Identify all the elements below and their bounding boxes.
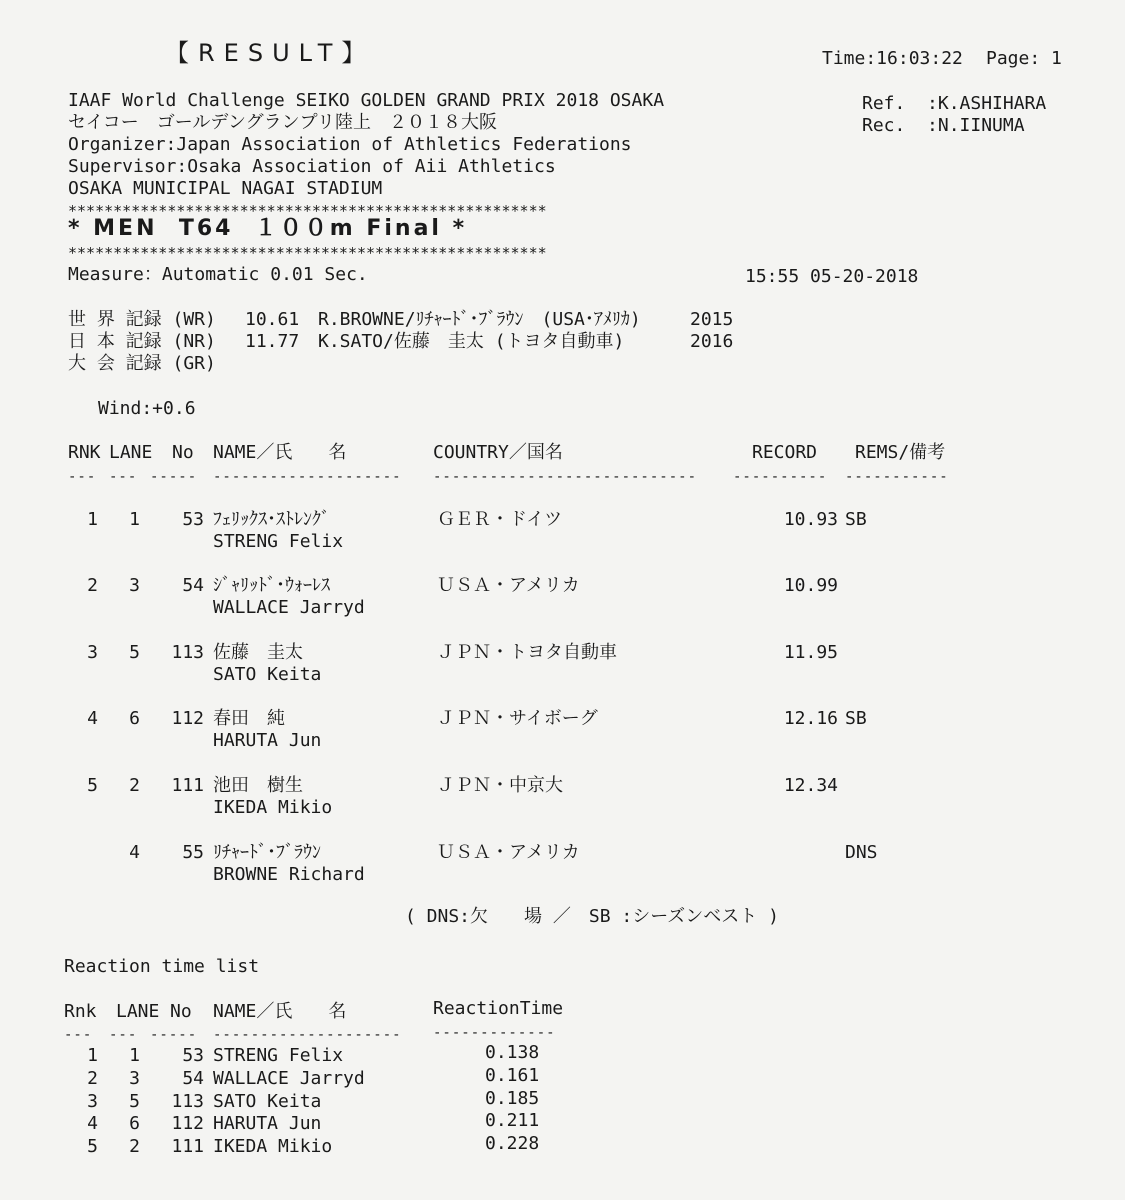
record-mark: 11.77 [245, 331, 300, 352]
record-year: 2015 [690, 309, 734, 330]
bib-number: 113 [171, 1091, 204, 1112]
divider: --- [64, 1027, 93, 1043]
rank: 2 [87, 1068, 98, 1089]
record-label: 世 界 記録 (WR) [68, 309, 216, 330]
meet-name-jp: セイコー ゴールデングランプリ陸上 ２０１８大阪 [68, 112, 497, 133]
star-divider-top: ***************************************************** [68, 202, 547, 220]
athlete-name-jp: 佐藤 圭太 [213, 642, 303, 663]
athlete-name-en: WALLACE Jarryd [213, 597, 365, 618]
record-year: 2016 [690, 331, 734, 352]
lane: 2 [129, 775, 140, 796]
rank: 1 [87, 509, 98, 530]
lane: 2 [129, 1136, 140, 1157]
record-holder: K.SATO/佐藤 圭太 (トヨタ自動車) [318, 331, 625, 352]
bib-number: 55 [182, 842, 204, 863]
event-datetime: 15:55 05-20-2018 [745, 266, 919, 287]
reaction-time: 0.228 [485, 1133, 540, 1154]
col-header-rnk: Rnk [64, 1001, 97, 1022]
athlete-name-en: HARUTA Jun [213, 730, 322, 751]
rank: 5 [87, 1136, 98, 1157]
divider: --- [68, 469, 97, 485]
athlete-name-en: SATO Keita [213, 664, 322, 685]
divider: ---------- [733, 469, 828, 485]
sheet-title: 【RESULT】 [165, 39, 375, 67]
lane: 6 [129, 708, 140, 729]
col-header-no: No [170, 1001, 192, 1022]
lane: 3 [129, 575, 140, 596]
col-header-record: RECORD [752, 442, 818, 463]
organizer: Organizer:Japan Association of Athletics Federations [68, 134, 632, 155]
col-header-rnk: RNK [68, 442, 101, 463]
rank: 4 [87, 708, 98, 729]
measure-info: Measure：Automatic 0.01 Sec. [68, 264, 368, 285]
bib-number: 112 [171, 708, 204, 729]
col-header-name: NAME／氏 名 [213, 1001, 347, 1022]
athlete-name: IKEDA Mikio [213, 1136, 333, 1157]
event-title: * MEN T64 １００m Final * [68, 216, 468, 241]
lane: 1 [129, 1045, 140, 1066]
remarks: SB [845, 509, 867, 530]
athlete-name: SATO Keita [213, 1091, 322, 1112]
divider: ----- [150, 1027, 198, 1043]
divider: ---------------------------- [433, 469, 698, 485]
bib-number: 112 [171, 1113, 204, 1134]
divider: --- [109, 1027, 138, 1043]
athlete-name: STRENG Felix [213, 1045, 344, 1066]
star-divider-bottom: ***************************************************** [68, 244, 547, 262]
athlete-name-jp: ﾌｪﾘｯｸｽ･ｽﾄﾚﾝｸﾞ [213, 509, 330, 530]
lane: 5 [129, 1091, 140, 1112]
lane: 3 [129, 1068, 140, 1089]
rank: 3 [87, 642, 98, 663]
bib-number: 53 [182, 1045, 204, 1066]
country: ＪＰＮ・中京大 [437, 775, 563, 796]
bib-number: 54 [182, 575, 204, 596]
col-header-no: No [172, 442, 194, 463]
divider: ----------- [845, 469, 949, 485]
print-time: Time:16:03:22 [822, 48, 963, 69]
record-time: 12.34 [783, 775, 838, 796]
athlete-name-en: IKEDA Mikio [213, 797, 333, 818]
col-header-name: NAME／氏 名 [213, 442, 347, 463]
country: ＪＰＮ・サイボーグ [437, 708, 598, 729]
reaction-time: 0.185 [485, 1088, 540, 1109]
meet-name-en: IAAF World Challenge SEIKO GOLDEN GRAND PRIX 2018 OSAKA [68, 90, 665, 111]
divider: --- [109, 469, 138, 485]
lane: 5 [129, 642, 140, 663]
lane: 1 [129, 509, 140, 530]
country: ＧＥＲ・ドイツ [437, 509, 563, 530]
athlete-name-en: STRENG Felix [213, 531, 344, 552]
athlete-name-jp: 池田 樹生 [213, 775, 303, 796]
country: ＵＳＡ・アメリカ [437, 842, 580, 863]
supervisor: Supervisor:Osaka Association of Aii Athletics [68, 156, 556, 177]
record-holder: R.BROWNE/ﾘﾁｬｰﾄﾞ･ﾌﾞﾗｳﾝ (USA･ｱﾒﾘｶ) [318, 309, 641, 330]
athlete-name: HARUTA Jun [213, 1113, 322, 1134]
referee: Ref. :K.ASHIHARA [862, 93, 1047, 114]
wind-reading: Wind:+0.6 [98, 398, 196, 419]
divider: ------------- [433, 1025, 556, 1041]
record-time: 10.99 [783, 575, 838, 596]
record-label: 日 本 記録 (NR) [68, 331, 216, 352]
remarks: DNS [845, 842, 878, 863]
remarks: SB [845, 708, 867, 729]
athlete-name: WALLACE Jarryd [213, 1068, 365, 1089]
rank: 1 [87, 1045, 98, 1066]
bib-number: 113 [171, 642, 204, 663]
divider: -------------------- [213, 469, 402, 485]
divider: -------------------- [213, 1027, 402, 1043]
rank: 5 [87, 775, 98, 796]
lane: 4 [129, 842, 140, 863]
record-mark: 10.61 [245, 309, 300, 330]
country: ＪＰＮ・トヨタ自動車 [437, 642, 617, 663]
bib-number: 111 [171, 1136, 204, 1157]
bib-number: 111 [171, 775, 204, 796]
athlete-name-en: BROWNE Richard [213, 864, 365, 885]
lane: 6 [129, 1113, 140, 1134]
col-header-reaction-time: ReactionTime [433, 998, 564, 1019]
record-time: 10.93 [783, 509, 838, 530]
rank: 4 [87, 1113, 98, 1134]
page-number: Page: 1 [986, 48, 1062, 69]
col-header-lane: LANE [116, 1001, 160, 1022]
record-time: 12.16 [783, 708, 838, 729]
recorder: Rec. :N.IINUMA [862, 115, 1025, 136]
record-time: 11.95 [783, 642, 838, 663]
col-header-country: COUNTRY／国名 [433, 442, 563, 463]
reaction-title: Reaction time list [64, 956, 260, 977]
rank: 2 [87, 575, 98, 596]
bib-number: 54 [182, 1068, 204, 1089]
rank: 3 [87, 1091, 98, 1112]
col-header-lane: LANE [109, 442, 153, 463]
athlete-name-jp: ﾘﾁｬｰﾄﾞ･ﾌﾞﾗｳﾝ [213, 842, 321, 863]
athlete-name-jp: 春田 純 [213, 708, 285, 729]
venue: OSAKA MUNICIPAL NAGAI STADIUM [68, 178, 383, 199]
record-label: 大 会 記録 (GR) [68, 353, 216, 374]
athlete-name-jp: ｼﾞｬﾘｯﾄﾞ･ｳｫｰﾚｽ [213, 575, 330, 596]
reaction-time: 0.161 [485, 1065, 540, 1086]
bib-number: 53 [182, 509, 204, 530]
reaction-time: 0.138 [485, 1042, 540, 1063]
reaction-time: 0.211 [485, 1110, 540, 1131]
col-header-rems: REMS/備考 [855, 442, 946, 463]
abbreviation-legend: ( DNS:欠 場 ／ SB :シーズンベスト ) [405, 906, 779, 927]
divider: ----- [150, 469, 198, 485]
country: ＵＳＡ・アメリカ [437, 575, 580, 596]
